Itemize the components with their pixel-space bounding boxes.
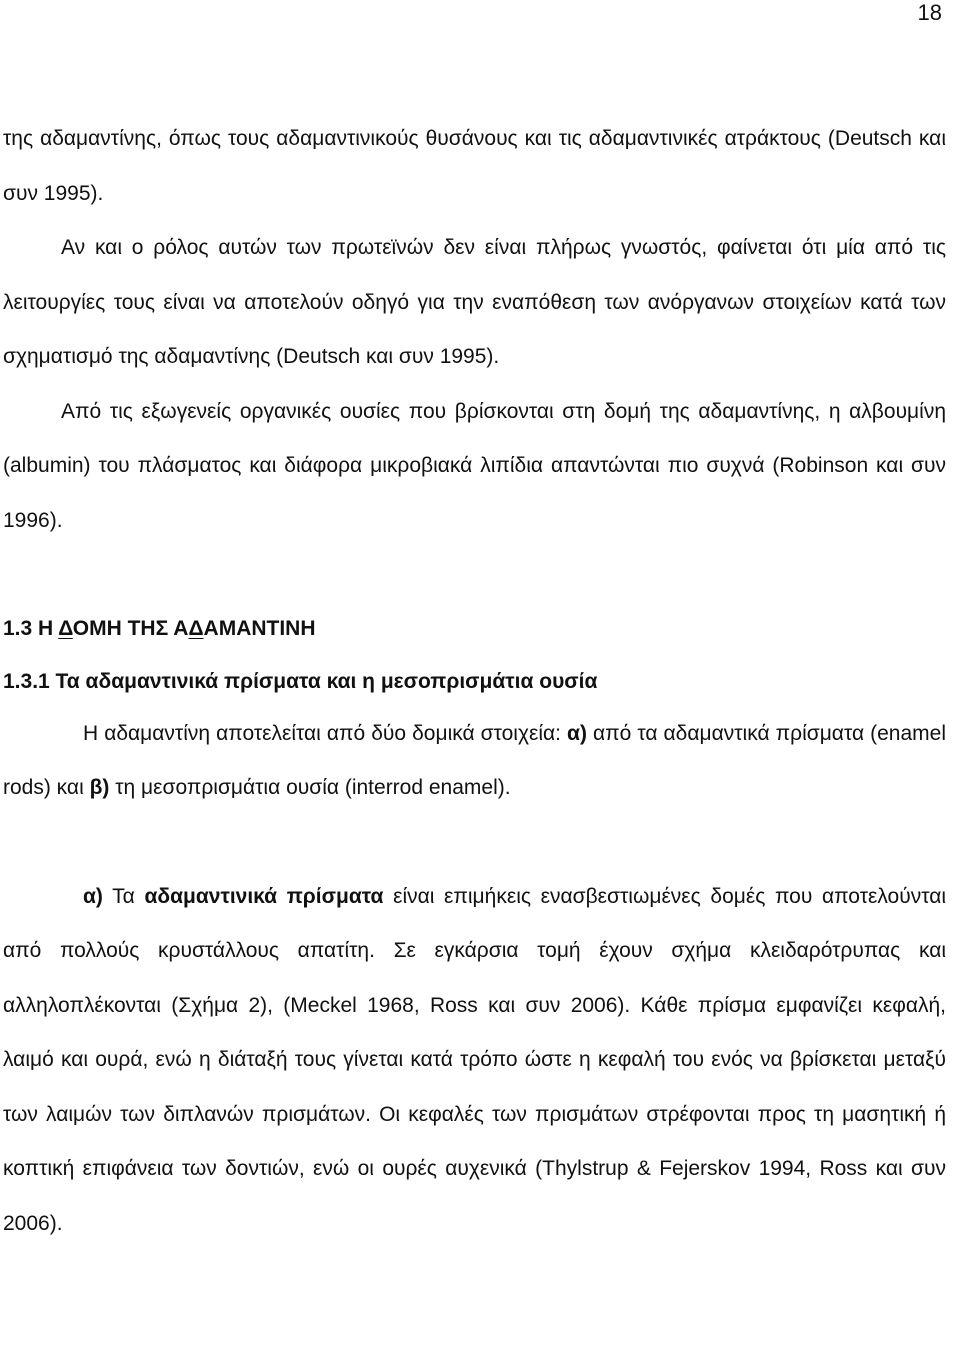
text-run: από τα αδαμαντικά πρίσματα (enamel rods) και xyxy=(3,721,946,799)
bold-marker-a: α) xyxy=(567,721,587,745)
text-run: Η αδαμαντίνη αποτελείται από δύο δομικά στοιχεία: xyxy=(83,721,568,745)
text-run: είναι επιμήκεις ενασβεστιωμένες δομές που αποτελούνται από πολλούς κρυστάλλους απατίτη. Σε εγκάρσια τομή έχουν σχήμα κλειδαρότρυπας και αλληλοπλέκονται (Σχήμα 2), (Meckel 1968, Ross και συν 2006). Κάθε πρίσμα εμφανίζει κεφαλή, λαιμό και ουρά, ενώ η διάταξή τους γίνεται κατά τρόπο ώστε η κεφαλή του ενός να βρίσκεται μεταξύ των λαιμών των διπλανών πρισμάτων. Οι κεφαλές των πρισμάτων στρέφονται προς τη μασητική ή κοπτική επιφάνεια των δοντιών, ενώ οι ουρές αυχενικά (Thylstrup & Fejerskov 1994, Ross και συν 2006). xyxy=(3,884,946,1235)
text-run: Τα xyxy=(102,884,145,908)
bold-marker-b: β) xyxy=(89,776,110,799)
spacer xyxy=(3,548,946,602)
section-heading-suffix: ΑΜΑΝΤΙΝΗ xyxy=(203,617,316,640)
section-heading-underlined-letter: Δ xyxy=(188,617,204,640)
paragraph-enamel-components xyxy=(3,707,946,816)
bold-marker-a: α) xyxy=(83,884,103,908)
paragraph-protein-role: Αν και ο ρόλος αυτών των πρωτεϊνών δεν είναι πλήρως γνωστός, φαίνεται ότι μία από τις λειτουργίες τους είναι να αποτελούν οδηγό για την εναπόθεση των ανόργανων στοιχείων κατά των σχηματισμό της αδαμαντίνης (Deutsch και συν 1995). xyxy=(3,236,946,368)
subsection-heading: 1.3.1 Τα αδαμαντινικά πρίσματα και η μεσοπρισμάτια ουσία xyxy=(3,669,598,693)
page-content xyxy=(3,112,946,1251)
text-run: τη μεσοπρισμάτια ουσία (interrod enamel). xyxy=(109,776,511,799)
spacer xyxy=(3,816,946,870)
section-heading xyxy=(3,602,946,657)
paragraph-continuation: της αδαμαντίνης, όπως τους αδαμαντινικούς θυσάνους και τις αδαμαντινικές ατράκτους (Deutsch και συν 1995). xyxy=(3,127,946,205)
paragraph-exogenous-substances: Από τις εξωγενείς οργανικές ουσίες που βρίσκονται στη δομή της αδαμαντίνης, η αλβουμίνη (albumin) του πλάσματος και διάφορα μικροβιακά λιπίδια απαντώνται πιο συχνά (Robinson και συν 1996). xyxy=(3,399,946,532)
bold-term: αδαμαντινικά πρίσματα xyxy=(144,884,384,908)
paragraph-enamel-rods xyxy=(3,870,946,1252)
section-heading-prefix: 1.3 Η xyxy=(3,617,59,640)
page-number: 18 xyxy=(917,0,942,25)
section-heading-middle: ΟΜΗ ΤΗΣ Α xyxy=(72,617,189,640)
section-heading-underlined-letter: Δ xyxy=(58,617,73,640)
